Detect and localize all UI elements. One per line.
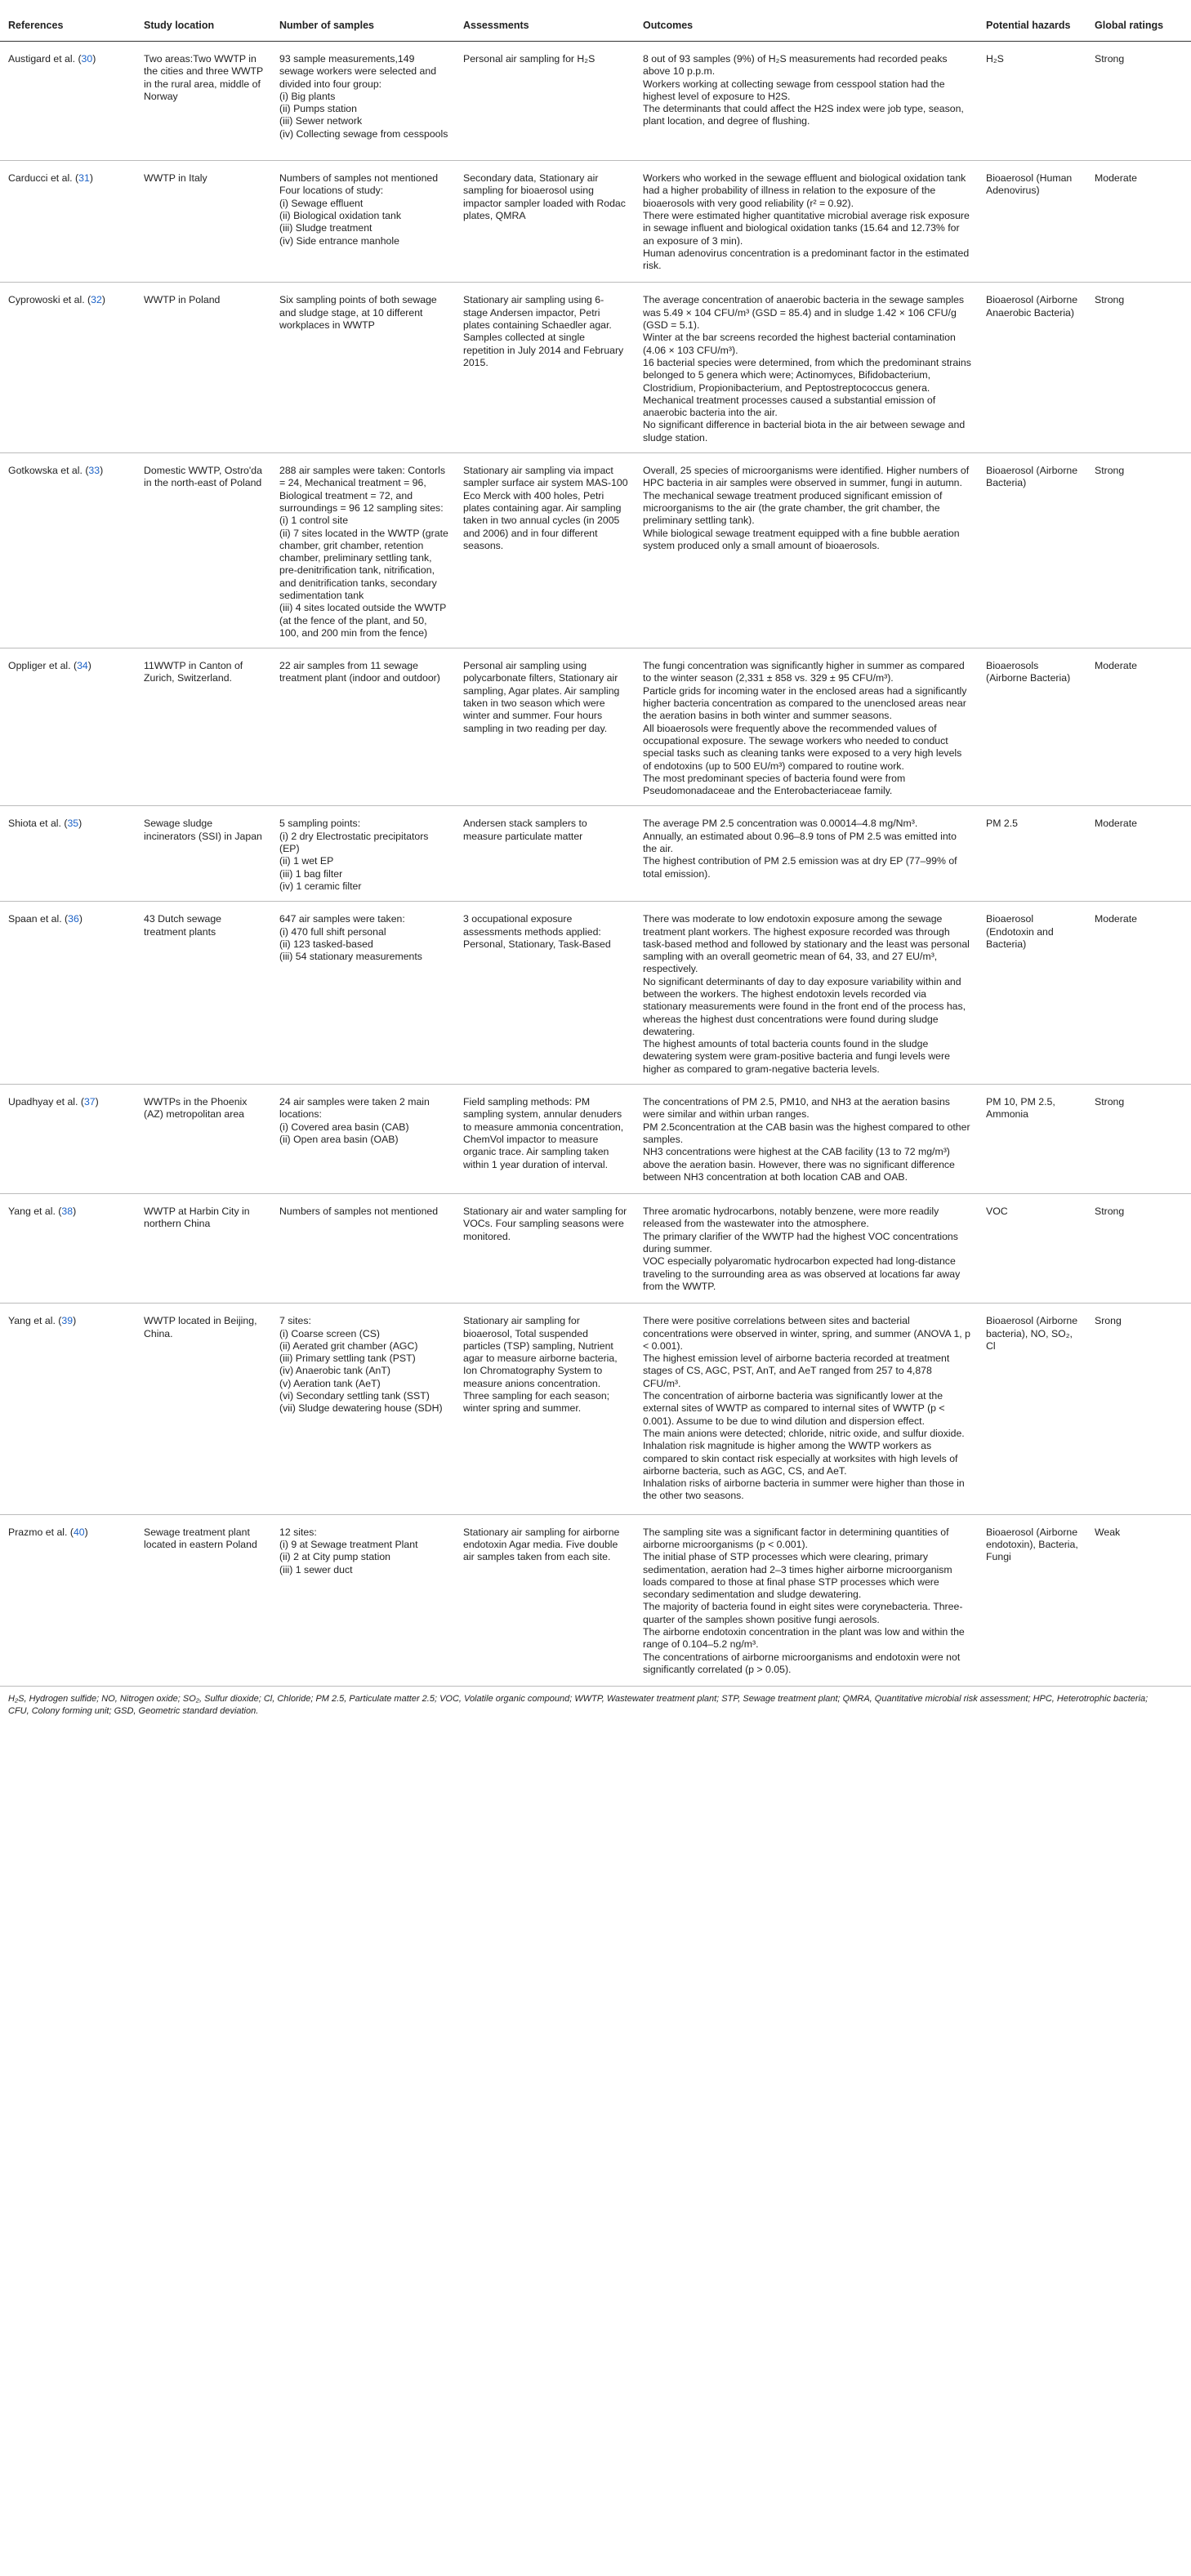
samples-line: (ii) Pumps station <box>279 103 357 115</box>
outcome-line: Inhalation risks of airborne bacteria in summer were higher than those in the other two seasons. <box>643 1477 965 1502</box>
samples-line: (ii) Open area basin (OAB) <box>279 1133 399 1145</box>
cell-potential-hazards <box>978 453 1086 648</box>
reference-link[interactable]: 38 <box>61 1206 74 1218</box>
table-row <box>0 453 1191 648</box>
samples-line: (iii) Sludge treatment <box>279 222 372 234</box>
reference-author: Carducci et al. <box>8 172 73 185</box>
table-row <box>0 1514 1191 1687</box>
cell-outcomes <box>635 283 978 453</box>
samples-line: 24 air samples were taken 2 main locations: <box>279 1096 430 1121</box>
reference-link[interactable]: 36 <box>68 913 79 925</box>
reference-author: Prazmo et al. <box>8 1526 68 1538</box>
cell-assessments <box>455 453 635 648</box>
outcome-line: NH3 concentrations were highest at the CAB facility (13 to 72 mg/m³) above the aeration basin. However, there was no significant difference between NH3 concentration at both location CAB and OAB. <box>643 1146 955 1183</box>
cell-potential-hazards <box>978 161 1086 283</box>
outcome-line: No significant determinants of day to day exposure variability within and between the workers. The highest endotoxin levels recorded via stationary measurements were found in the front end of the process has, whereas the highest dust concentrations were found during sludge dewatering. <box>643 975 966 1037</box>
reference-author: Spaan et al. <box>8 913 62 925</box>
cell-number-of-samples <box>271 283 455 453</box>
cell-outcomes <box>635 161 978 283</box>
outcome-line: Mechanical treatment processes caused a substantial emission of anaerobic bacteria into the air. <box>643 394 936 419</box>
cell-global-rating: Moderate <box>1086 648 1191 806</box>
cell-assessments <box>455 1304 635 1514</box>
cell-number-of-samples <box>271 1194 455 1304</box>
reference-link[interactable]: 37 <box>83 1096 96 1108</box>
samples-line: (iii) 1 sewer duct <box>279 1563 353 1575</box>
cell-study-location: WWTP in Italy <box>136 161 271 283</box>
samples-line: 22 air samples from 11 sewage treatment plant (indoor and outdoor) <box>279 660 440 684</box>
samples-line: (iv) Side entrance manhole <box>279 234 399 247</box>
hazard-line: PM 10, PM 2.5, Ammonia <box>986 1096 1055 1121</box>
cell-assessments <box>455 1514 635 1687</box>
outcome-line: Workers working at collecting sewage from cesspool station had the highest level of exposure to H2S. <box>643 78 945 102</box>
outcome-line: The sampling site was a significant factor in determining quantities of airborne microorganisms (p < 0.001). <box>643 1526 949 1550</box>
table-header <box>0 10 1191 42</box>
samples-line: 288 air samples were taken: Contorls = 24, Mechanical treatment = 96, Biological treatment = 72, and surroundings = 96 12 sampling sites: <box>279 465 445 514</box>
outcome-line: All bioaerosols were frequently above the recommended values of occupational exposure. The sewage workers who needed to conduct special tasks such as cleaning tanks were exposed to a very high levels of endotoxins (up to 500 EU/m³) compared to routine work. <box>643 722 962 772</box>
outcome-line: The average PM 2.5 concentration was 0.00014–4.8 mg/Nm³. <box>643 818 918 830</box>
outcome-line: Winter at the bar screens recorded the highest bacterial contamination (4.06 × 103 CFU/m³). <box>643 332 956 356</box>
cell-assessments <box>455 1085 635 1194</box>
outcome-line: The highest emission level of airborne bacteria recorded at treatment stages of CS, AGC, PST, AnT, and AeT ranged from 257 to 4,878 CFU/m³. <box>643 1353 950 1389</box>
cell-outcomes <box>635 648 978 806</box>
cell-global-rating: Weak <box>1086 1514 1191 1687</box>
hazard-line: Bioaerosol (Endotoxin and Bacteria) <box>986 913 1054 950</box>
hazard-line: Bioaerosol (Airborne bacteria), NO, SO₂, Cl <box>986 1315 1078 1352</box>
assessments-line: Personal air sampling using polycarbonate filters, Stationary air sampling, Agar plates. Air sampling taken in two season which were winter and summer. Four hours sampling in two reading per day. <box>463 660 620 734</box>
table-row <box>0 42 1191 161</box>
samples-line: (ii) 123 tasked-based <box>279 938 373 950</box>
assessments-line: Stationary air sampling via impact sampler surface air system MAS-100 Eco Merck with 400 holes, Petri plates containing agar. Air sampling taken in two annual cycles (in 2005 and 2006) and in four different seasons. <box>463 465 628 551</box>
table-row <box>0 1194 1191 1304</box>
samples-line: (iii) 4 sites located outside the WWTP (at the fence of the plant, and 50, 100, and 200 min from the fence) <box>279 602 447 639</box>
samples-line: 93 sample measurements,149 sewage workers were selected and divided into four group: <box>279 53 437 90</box>
cell-potential-hazards <box>978 806 1086 902</box>
outcome-line: The mechanical sewage treatment produced significant emission of microorganisms to the air (the grate chamber, the grit chamber, the preliminary settling tank). <box>643 489 943 527</box>
assessments-line: Andersen stack samplers to measure particulate matter <box>463 818 587 842</box>
review-table <box>0 10 1191 1687</box>
cell-global-rating: Moderate <box>1086 161 1191 283</box>
cell-number-of-samples <box>271 42 455 161</box>
samples-line: (i) 1 control site <box>279 515 349 527</box>
reference-link[interactable]: 39 <box>61 1315 74 1327</box>
outcome-line: 16 bacterial species were determined, from which the predominant strains belonged to 5 genera which were; Actinomyces, Bifidobacterium, Clostridium, Propionibacterium, and Peptostreptococcus genera. <box>643 356 971 394</box>
samples-line: 5 sampling points: <box>279 818 361 830</box>
reference-author: Cyprowoski et al. <box>8 294 85 306</box>
samples-line: (iii) Primary settling tank (PST) <box>279 1353 416 1365</box>
samples-line: (i) Sewage effluent <box>279 197 364 209</box>
cell-reference: Shiota et al. (35) <box>0 806 136 902</box>
outcome-line: The airborne endotoxin concentration in the plant was low and within the range of 0.104–5.2 ng/m³. <box>643 1626 965 1651</box>
outcome-line: Annually, an estimated about 0.96–8.9 tons of PM 2.5 was emitted into the air. <box>643 830 957 855</box>
table-body <box>0 42 1191 1687</box>
reference-link[interactable]: 34 <box>77 660 88 672</box>
hazard-line: Bioaerosol (Airborne Anaerobic Bacteria) <box>986 294 1078 319</box>
cell-study-location: WWTPs in the Phoenix (AZ) metropolitan area <box>136 1085 271 1194</box>
reference-link[interactable]: 40 <box>73 1526 85 1538</box>
assessments-line: Stationary air and water sampling for VOCs. Four sampling seasons were monitored. <box>463 1206 627 1242</box>
cell-study-location: Sewage treatment plant located in eastern Poland <box>136 1514 271 1687</box>
hazard-line: Bioaerosols (Airborne Bacteria) <box>986 660 1071 684</box>
outcome-line: VOC especially polyaromatic hydrocarbon expected had long-distance traveling to the surrounding area as was observed at locations far away from the WWTP. <box>643 1255 961 1292</box>
samples-line: (ii) Aerated grit chamber (AGC) <box>279 1339 418 1352</box>
outcome-line: Inhalation risk magnitude is higher among the WWTP workers as compared to skin contact risk especially at worksites with high levels of airborne bacteria, such as AGC, CS, and AeT. <box>643 1440 958 1477</box>
cell-assessments <box>455 42 635 161</box>
outcome-line: The determinants that could affect the H2S index were job type, season, plant location, and degree of flushing. <box>643 103 964 127</box>
outcome-line: There was moderate to low endotoxin exposure among the sewage treatment plant workers. The highest exposure recorded was through task-based method and followed by stationary and the least was personal sampling with an overall geometric mean of 64, 33, and 27 EU/m³, respectively. <box>643 913 970 975</box>
cell-number-of-samples <box>271 453 455 648</box>
samples-line: (iii) 54 stationary measurements <box>279 951 422 963</box>
hazard-line: Bioaerosol (Airborne endotoxin), Bacteria, Fungi <box>986 1526 1078 1563</box>
cell-potential-hazards <box>978 1514 1086 1687</box>
header-references: References <box>0 10 136 42</box>
samples-line: 647 air samples were taken: <box>279 913 405 925</box>
cell-number-of-samples <box>271 902 455 1085</box>
hazard-line: VOC <box>986 1206 1008 1218</box>
outcome-line: The fungi concentration was significantly higher in summer as compared to the winter season (2,331 ± 858 vs. 329 ± 95 CFU/m³). <box>643 660 965 684</box>
cell-study-location: WWTP located in Beijing, China. <box>136 1304 271 1514</box>
samples-line: (iv) Anaerobic tank (AnT) <box>279 1365 390 1377</box>
samples-line: (i) Coarse screen (CS) <box>279 1327 380 1339</box>
samples-line: (v) Aeration tank (AeT) <box>279 1377 381 1389</box>
samples-line: Numbers of samples not mentioned <box>279 172 439 185</box>
header-outcomes: Outcomes <box>635 10 978 42</box>
samples-line: Four locations of study: <box>279 185 384 197</box>
assessments-line: Personal air sampling for H₂S <box>463 53 596 65</box>
cell-reference: Oppliger et al. (34) <box>0 648 136 806</box>
cell-reference: Upadhyay et al. (37) <box>0 1085 136 1194</box>
header-number-of-samples: Number of samples <box>271 10 455 42</box>
cell-outcomes <box>635 1194 978 1304</box>
header-assessments: Assessments <box>455 10 635 42</box>
samples-line: (ii) 1 wet EP <box>279 855 334 867</box>
samples-line: Six sampling points of both sewage and sludge stage, at 10 different workplaces in WWTP <box>279 294 437 332</box>
outcome-line: The most predominant species of bacteria found were from Pseudomonadaceae and the Enterobacteriaceae family. <box>643 772 906 797</box>
outcome-line: Three aromatic hydrocarbons, notably benzene, were more readily released from the wastewater into the atmosphere. <box>643 1206 939 1230</box>
cell-assessments <box>455 648 635 806</box>
cell-outcomes <box>635 1085 978 1194</box>
hazard-line: Bioaerosol (Airborne Bacteria) <box>986 465 1078 489</box>
cell-study-location: Two areas:Two WWTP in the cities and three WWTP in the rural area, middle of Norway <box>136 42 271 161</box>
cell-global-rating: Strong <box>1086 42 1191 161</box>
assessments-line: Stationary air sampling using 6-stage Andersen impactor, Petri plates containing Schaedler agar. Samples collected at single repetition in July 2014 and February 2015. <box>463 294 624 368</box>
outcome-line: Overall, 25 species of microorganisms were identified. Higher numbers of HPC bacteria in air samples were observed in summer, fungi in autumn. <box>643 465 970 489</box>
cell-outcomes <box>635 1304 978 1514</box>
cell-potential-hazards <box>978 1304 1086 1514</box>
samples-line: (i) 470 full shift personal <box>279 925 386 938</box>
assessments-line: Field sampling methods: PM sampling system, annular denuders to measure ammonia concentration, ChemVol impactor to measure organic trace. Air sampling taken within 1 year duration of interval. <box>463 1096 624 1170</box>
table-row <box>0 161 1191 283</box>
cell-study-location: Domestic WWTP, Ostro'da in the north-east of Poland <box>136 453 271 648</box>
cell-reference: Prazmo et al. (40) <box>0 1514 136 1687</box>
cell-number-of-samples <box>271 648 455 806</box>
cell-potential-hazards <box>978 1085 1086 1194</box>
samples-line: (i) Covered area basin (CAB) <box>279 1121 409 1133</box>
table-footnote: H₂S, Hydrogen sulfide; NO, Nitrogen oxide; SO₂, Sulfur dioxide; Cl, Chloride; PM 2.5, Particulate matter 2.5; VOC, Volatile organic compound; WWTP, Wastewater treatment plant; STP, Sewage treatment plant; QMRA, Quantitative microbial risk assessment; HPC, Heterotrophic bacteria; CFU, Colony forming unit; GSD, Geometric standard deviation. <box>8 1694 1149 1717</box>
reference-author: Austigard et al. <box>8 53 76 65</box>
cell-potential-hazards <box>978 283 1086 453</box>
cell-reference: Spaan et al. (36) <box>0 902 136 1085</box>
outcome-line: The main anions were detected; chloride, nitric oxide, and sulfur dioxide. <box>643 1427 965 1439</box>
table-row <box>0 1304 1191 1514</box>
cell-number-of-samples <box>271 1304 455 1514</box>
table-row <box>0 902 1191 1085</box>
cell-study-location: 11WWTP in Canton of Zurich, Switzerland. <box>136 648 271 806</box>
hazard-line: PM 2.5 <box>986 818 1018 830</box>
cell-number-of-samples <box>271 161 455 283</box>
outcome-line: There were estimated higher quantitative microbial average risk exposure in sewage influent and biological oxidation tanks (15.64 and 12.73% for an exposure of 3 min). <box>643 209 970 247</box>
cell-assessments <box>455 283 635 453</box>
reference-author: Oppliger et al. <box>8 660 71 672</box>
cell-reference: Austigard et al. (30) <box>0 42 136 161</box>
cell-potential-hazards <box>978 648 1086 806</box>
cell-reference: Yang et al. (39) <box>0 1304 136 1514</box>
hazard-line: H₂S <box>986 53 1004 65</box>
samples-line: (vi) Secondary settling tank (SST) <box>279 1390 430 1402</box>
outcome-line: The highest contribution of PM 2.5 emission was at dry EP (77–99% of total emission). <box>643 855 957 880</box>
outcome-line: While biological sewage treatment equipped with a fine bubble aeration system produced only a small amount of bioaerosols. <box>643 527 960 551</box>
table-row <box>0 648 1191 806</box>
cell-outcomes <box>635 902 978 1085</box>
samples-line: (iii) 1 bag filter <box>279 867 343 880</box>
outcome-line: There were positive correlations between sites and bacterial concentrations were observed in winter, spring, and summer (ANOVA 1, p < 0.001). <box>643 1315 970 1352</box>
reference-link[interactable]: 30 <box>81 53 93 65</box>
assessments-line: 3 occupational exposure assessments methods applied: Personal, Stationary, Task-Based <box>463 913 611 950</box>
samples-line: 12 sites: <box>279 1526 317 1538</box>
cell-number-of-samples <box>271 1085 455 1194</box>
samples-line: (i) 2 dry Electrostatic precipitators (EP) <box>279 830 429 855</box>
outcome-line: Human adenovirus concentration is a predominant factor in the estimated risk. <box>643 247 970 272</box>
table-row <box>0 283 1191 453</box>
cell-assessments <box>455 161 635 283</box>
cell-global-rating: Strong <box>1086 1194 1191 1304</box>
cell-global-rating: Strong <box>1086 1085 1191 1194</box>
cell-reference: Yang et al. (38) <box>0 1194 136 1304</box>
hazard-line: Bioaerosol (Human Adenovirus) <box>986 172 1073 197</box>
cell-potential-hazards <box>978 902 1086 1085</box>
cell-assessments <box>455 806 635 902</box>
cell-reference: Cyprowoski et al. (32) <box>0 283 136 453</box>
outcome-line: The primary clarifier of the WWTP had the highest VOC concentrations during summer. <box>643 1230 958 1255</box>
cell-potential-hazards <box>978 42 1086 161</box>
cell-global-rating: Moderate <box>1086 902 1191 1085</box>
cell-number-of-samples <box>271 806 455 902</box>
reference-author: Shiota et al. <box>8 818 61 830</box>
cell-global-rating: Strong <box>1086 283 1191 453</box>
outcome-line: Particle grids for incoming water in the enclosed areas had a significantly higher bacteria concentration as compared to the unenclosed areas near the aeration basins in both winter and summer seasons. <box>643 684 967 722</box>
cell-outcomes <box>635 1514 978 1687</box>
reference-link[interactable]: 35 <box>67 818 79 830</box>
samples-line: (vii) Sludge dewatering house (SDH) <box>279 1402 443 1415</box>
outcome-line: The highest amounts of total bacteria counts found in the sludge dewatering system were gram-positive bacteria and fungi levels were higher as compared to gram-negative bacteria levels. <box>643 1038 950 1075</box>
outcome-line: The average concentration of anaerobic bacteria in the sewage samples was 5.49 × 104 CFU/m³ (GSD = 85.4) and in sludge 1.42 × 106 CFU/g (GSD = 5.1). <box>643 294 965 332</box>
cell-assessments <box>455 902 635 1085</box>
outcome-line: The majority of bacteria found in eight sites were corynebacteria. Three-quarter of the samples shown positive fungi aerosols. <box>643 1601 963 1625</box>
cell-global-rating: Srong <box>1086 1304 1191 1514</box>
cell-number-of-samples <box>271 1514 455 1687</box>
samples-line: (i) Big plants <box>279 90 336 102</box>
header-potential-hazards: Potential hazards <box>978 10 1086 42</box>
table-row <box>0 1085 1191 1194</box>
samples-line: 7 sites: <box>279 1315 311 1327</box>
cell-reference: Carducci et al. (31) <box>0 161 136 283</box>
reference-author: Upadhyay et al. <box>8 1096 78 1108</box>
assessments-line: Stationary air sampling for airborne endotoxin Agar media. Five double air samples taken from each site. <box>463 1526 620 1563</box>
samples-line: (iii) Sewer network <box>279 115 363 127</box>
header-global-ratings: Global ratings <box>1086 10 1191 42</box>
outcome-line: The concentration of airborne bacteria was significantly lower at the external sites of WWTP as compared to internal sites of WWTP (p < 0.001). Assume to be due to wind dilution and dispersion effect. <box>643 1390 945 1427</box>
cell-outcomes <box>635 453 978 648</box>
samples-line: (iv) 1 ceramic filter <box>279 880 362 892</box>
samples-line: (i) 9 at Sewage treatment Plant <box>279 1538 418 1550</box>
table-row <box>0 806 1191 902</box>
outcome-line: No significant difference in bacterial biota in the air between sewage and sludge station. <box>643 419 966 443</box>
samples-line: (ii) Biological oxidation tank <box>279 209 402 221</box>
cell-study-location: WWTP at Harbin City in northern China <box>136 1194 271 1304</box>
header-study-location: Study location <box>136 10 271 42</box>
cell-study-location: WWTP in Poland <box>136 283 271 453</box>
reference-link[interactable]: 31 <box>78 172 90 185</box>
samples-line: (ii) 7 sites located in the WWTP (grate chamber, grit chamber, retention chamber, preliminary settling tank, pre-denitrification tank, nitrification, and denitrification tanks, secondary sedimentation tank <box>279 527 448 601</box>
cell-potential-hazards <box>978 1194 1086 1304</box>
cell-outcomes <box>635 806 978 902</box>
outcome-line: The concentrations of airborne microorganisms and endotoxin were not significantly correlated (p > 0.05). <box>643 1651 961 1675</box>
cell-assessments <box>455 1194 635 1304</box>
outcome-line: PM 2.5concentration at the CAB basin was the highest compared to other samples. <box>643 1121 970 1145</box>
reference-author: Yang et al. <box>8 1315 56 1327</box>
samples-line: Numbers of samples not mentioned <box>279 1206 439 1218</box>
reference-link[interactable]: 32 <box>91 294 102 306</box>
cell-outcomes <box>635 42 978 161</box>
outcome-line: The initial phase of STP processes which were clearing, primary sedimentation, aeration had 2–3 times higher airborne microorganism loads compared to those at final phase STP processes which were secondary sedimentation and sludge dewatering. <box>643 1551 952 1601</box>
reference-link[interactable]: 33 <box>88 465 100 477</box>
reference-author: Yang et al. <box>8 1206 56 1218</box>
outcome-line: Workers who worked in the sewage effluent and biological oxidation tank had a higher probability of illness in relation to the exposure of the bioaerosols with very good reliability (r² = 0.92). <box>643 172 966 209</box>
cell-global-rating: Moderate <box>1086 806 1191 902</box>
cell-global-rating: Strong <box>1086 453 1191 648</box>
cell-reference: Gotkowska et al. (33) <box>0 453 136 648</box>
outcome-line: 8 out of 93 samples (9%) of H₂S measurements had recorded peaks above 10 p.p.m. <box>643 53 948 78</box>
assessments-line: Stationary air sampling for bioaerosol, Total suspended particles (TSP) sampling, Nutrient agar to measure airborne bacteria, Ion Chromatography System to measure anions concentration. Three sampling for each season; winter spring and summer. <box>463 1315 618 1415</box>
samples-line: (iv) Collecting sewage from cesspools <box>279 127 448 140</box>
assessments-line: Secondary data, Stationary air sampling for bioaerosol using impactor sampler loaded with Rodac plates, QMRA <box>463 172 626 221</box>
samples-line: (ii) 2 at City pump station <box>279 1551 390 1563</box>
outcome-line: The concentrations of PM 2.5, PM10, and NH3 at the aeration basins were similar and within urban ranges. <box>643 1096 950 1121</box>
reference-author: Gotkowska et al. <box>8 465 83 477</box>
cell-study-location: Sewage sludge incinerators (SSI) in Japan <box>136 806 271 902</box>
cell-study-location: 43 Dutch sewage treatment plants <box>136 902 271 1085</box>
